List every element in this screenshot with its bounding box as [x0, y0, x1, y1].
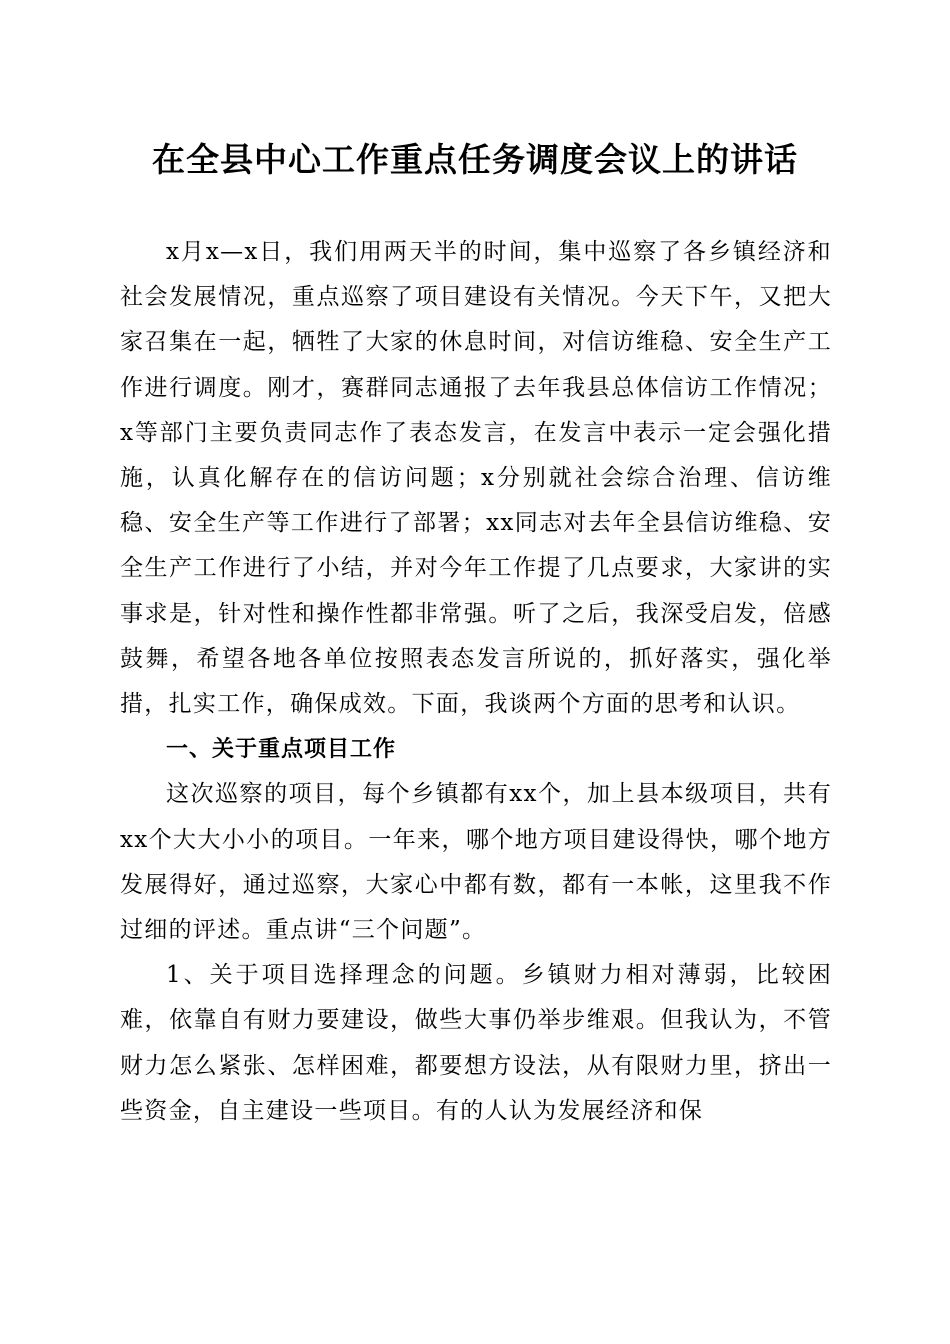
section-paragraph-1: 这次巡察的项目，每个乡镇都有xx个，加上县本级项目，共有xx个大大小小的项目。一年来，哪个地方项目建设得快，哪个地方发展得好，通过巡察，大家心中都有数，都有一本帐，这里我不作过细的评述。重点讲“三个问题”。	[120, 781, 832, 944]
intro-paragraph: x月x—x日，我们用两天半的时间，集中巡察了各乡镇经济和社会发展情况，重点巡察了项目建设有关情况。今天下午，又把大家召集在一起，牺牲了大家的休息时间，对信访维稳、安全生产工作进行调度。刚才，赛群同志通报了去年我县总体信访工作情况；x等部门主要负责同志作了表态发言，在发言中表示一定会强化措施，认真化解存在的信访问题；x分别就社会综合治理、信访维稳、安全生产等工作进行了部署；xx同志对去年全县信访维稳、安全生产工作进行了小结，并对今年工作提了几点要求，大家讲的实事求是，针对性和操作性都非常强。听了之后，我深受启发，倍感鼓舞，希望各地各单位按照表态发言所说的，抓好落实，强化举措，扎实工作，确保成效。下面，我谈两个方面的思考和认识。	[120, 239, 832, 718]
section-paragraph-2: 1、关于项目选择理念的问题。乡镇财力相对薄弱，比较困难，依靠自有财力要建设，做些大事仍举步维艰。但我认为，不管财力怎么紧张、怎样困难，都要想方设法，从有限财力里，挤出一些资金，自主建设一些项目。有的人认为发展经济和保	[120, 962, 832, 1124]
document-title: 在全县中心工作重点任务调度会议上的讲话	[152, 140, 798, 179]
section-heading: 一、关于重点项目工作	[166, 737, 397, 763]
document-body	[120, 230, 832, 1134]
